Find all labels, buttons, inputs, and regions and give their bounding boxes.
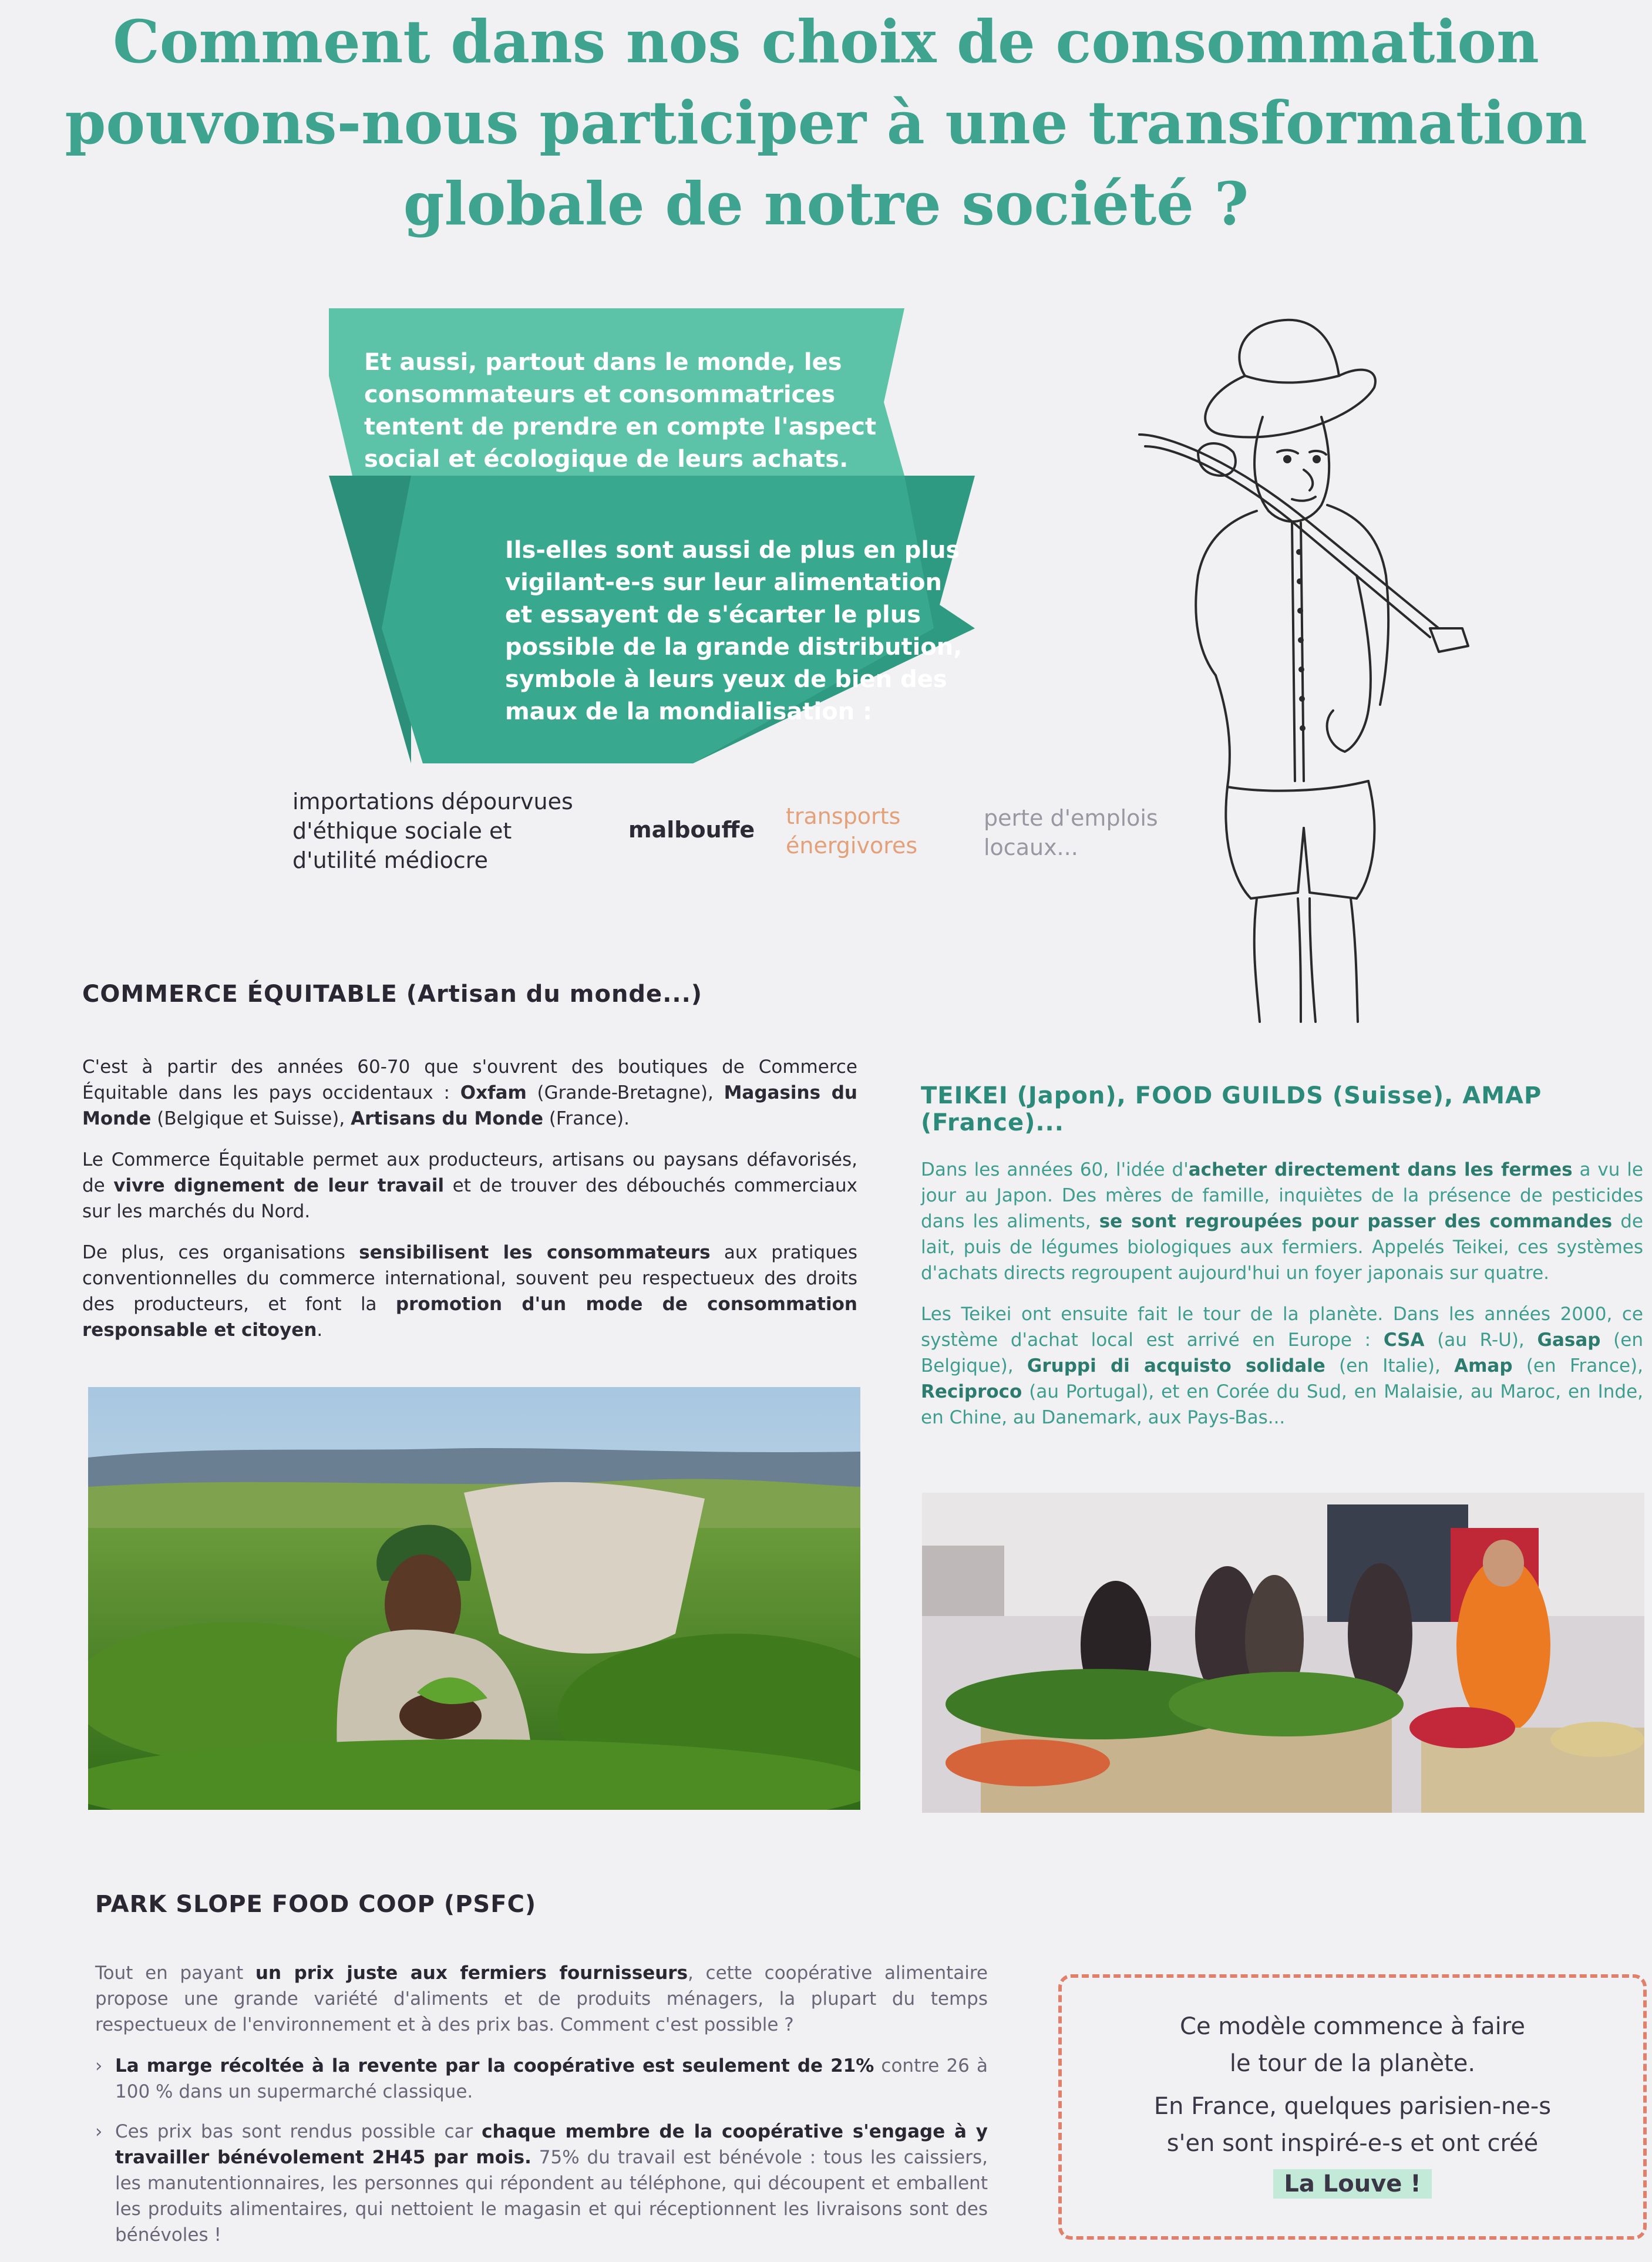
cause-emplois: perte d'emplois locaux... xyxy=(984,805,1158,860)
psfc-bullets xyxy=(95,2053,988,2248)
commerce-paragraph-2: Le Commerce Équitable permet aux producteurs, artisans ou paysans défavorisés, de vivre dignement de leur travail et de trouver des débouchés commerciaux sur les marchés du Nord. xyxy=(82,1149,858,1222)
psfc-heading: PARK SLOPE FOOD COOP (PSFC) xyxy=(95,1891,537,1918)
psfc-bullet-2: › Ces prix bas sont rendus possible car chaque membre de la coopérative s'engage à y travailler bénévolement 2H45 par mois. 75% du travail est bénévole : tous les caissiers, les manutentionnaires, les personnes qui répondent au téléphone, qui découpent et emballent les produits alimentaires, qui nettoient le magasin et qui réceptionnent les livraisons sont des bénévoles ! xyxy=(95,2119,988,2248)
callout-line-3: En France, quelques parisien-ne-s xyxy=(1153,2093,1552,2120)
teikei-paragraph-1: Dans les années 60, l'idée d'acheter directement dans les fermes a vu le jour au Japon. Des mères de famille, inquiètes de la présence de pesticides dans les aliments, se sont regroupées pour passer des commandes de lait, puis de légumes biologiques aux fermiers. Appelés Teikei, ces systèmes d'achats directs regroupent aujourd'hui un foyer japonais sur quatre. xyxy=(921,1159,1643,1284)
cause-imports: importations dépourvues d'éthique sociale et d'utilité médiocre xyxy=(292,789,573,873)
banner-text-2: Ils-elles sont aussi de plus en plus vigilant-e-s sur leur alimentation et essayent de s'écarter le plus possible de la grande distribution, symbole à leurs yeux de bien des maux de la mondialisation : xyxy=(505,537,963,725)
commerce-paragraph-3: De plus, ces organisations sensibilisent les consommateurs aux pratiques conventionnelles du commerce international, souvent peu respectueux des droits des producteurs, et font la promotion d'un mode de consommation responsable et citoyen. xyxy=(82,1242,857,1341)
teikei-body xyxy=(921,1157,1643,1446)
page-title xyxy=(0,0,1652,244)
callout-line-2: le tour de la planète. xyxy=(1229,2050,1476,2077)
callout-line-4: s'en sont inspiré-e-s et ont créé xyxy=(1166,2130,1539,2157)
commerce-body xyxy=(82,1054,857,1358)
teikei-paragraph-2: Les Teikei ont ensuite fait le tour de la planète. Dans les années 2000, ce système d'achat local est arrivé en Europe : CSA (au R-U), Gasap (en Belgique), Gruppi di acquisto solidale (en Italie), Amap (en France), Reciproco (au Portugal), et en Corée du Sud, en Malaisie, au Maroc, en Inde, en Chine, au Danemark, aux Pays-Bas... xyxy=(921,1304,1643,1428)
callout-text xyxy=(1062,2008,1643,2203)
cause-malbouffe: malbouffe xyxy=(628,817,755,843)
arrow-icon: › xyxy=(95,2121,103,2142)
title-line-3: globale de notre société ? xyxy=(403,169,1249,238)
la-louve-highlight: La Louve ! xyxy=(1273,2169,1431,2199)
title-line-1: Comment dans nos choix de consommation xyxy=(113,7,1539,76)
farmer-illustration xyxy=(1133,299,1509,1028)
psfc-body xyxy=(95,1960,988,2262)
market-photo xyxy=(922,1493,1644,1813)
arrow-icon: › xyxy=(95,2055,103,2076)
psfc-bullet-1: › La marge récoltée à la revente par la coopérative est seulement de 21% contre 26 à 100 % dans un supermarché classique. xyxy=(95,2053,988,2105)
psfc-paragraph-1: Tout en payant un prix juste aux fermiers fournisseurs, cette coopérative alimentaire propose une grande variété d'aliments et de produits ménagers, la plupart du temps respectueux de l'environnement et à des prix bas. Comment c'est possible ? xyxy=(95,1963,988,2035)
banner-text-1: Et aussi, partout dans le monde, les consommateurs et consommatrices tentent de prendre en compte l'aspect social et écologique de leurs achats. xyxy=(364,349,877,473)
cause-transports: transports énergivores xyxy=(786,803,918,859)
commerce-heading: COMMERCE ÉQUITABLE (Artisan du monde...) xyxy=(82,981,703,1008)
commerce-paragraph-1: C'est à partir des années 60-70 que s'ouvrent des boutiques de Commerce Équitable dans les pays occidentaux : Oxfam (Grande-Bretagne), Magasins du Monde (Belgique et Suisse), Artisans du Monde (France). xyxy=(82,1056,857,1129)
tea-picker-photo xyxy=(88,1387,860,1810)
title-line-2: pouvons-nous participer à une transformation xyxy=(65,88,1587,157)
callout-line-1: Ce modèle commence à faire xyxy=(1180,2013,1525,2040)
teikei-heading: TEIKEI (Japon), FOOD GUILDS (Suisse), AMAP (France)... xyxy=(921,1082,1542,1136)
